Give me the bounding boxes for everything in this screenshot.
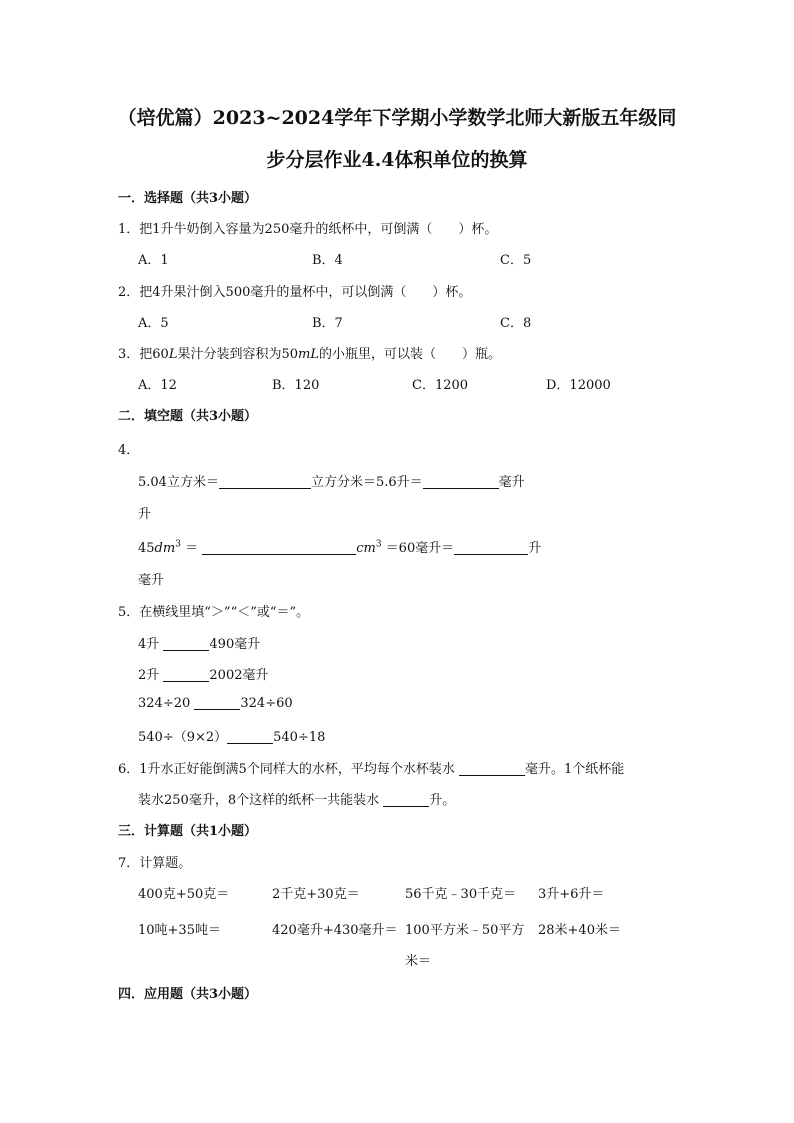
answer-blank[interactable]	[227, 729, 273, 744]
question-4-line-1: 5.04立方米＝ 立方分米＝5.6升＝ 毫升	[138, 475, 525, 490]
question-6-line-1: 6．1升水正好能倒满5个同样大的水杯，平均每个水杯装水 毫升。1个纸杯能	[118, 762, 625, 777]
calc-item-7-continued: 米＝	[405, 954, 432, 969]
calc-item-3: 56千克﹣30千克＝	[405, 887, 517, 902]
calc-item-6: 420毫升+430毫升＝	[272, 923, 398, 938]
question-5-row-4: 540÷（9×2） 540÷18	[138, 730, 326, 745]
answer-blank[interactable]	[459, 761, 525, 776]
calc-item-4: 3升+6升＝	[538, 887, 605, 902]
question-1-stem: 1．把1升牛奶倒入容量为250毫升的纸杯中，可倒满（ ）杯。	[118, 222, 498, 237]
question-2-option-a: A．5	[138, 316, 169, 331]
question-5-row-2: 2升 2002毫升	[138, 668, 269, 683]
question-7-stem: 7．计算题。	[118, 856, 192, 871]
question-3-option-b: B．120	[272, 378, 320, 393]
question-4-line-4: 毫升	[138, 573, 165, 588]
question-1-option-c: C．5	[500, 253, 532, 268]
question-3-stem: 3．把60L果汁分装到容积为50mL的小瓶里，可以装（ ）瓶。	[118, 347, 501, 362]
section-application-heading: 四．应用题（共3小题）	[118, 987, 258, 1002]
question-5-row-3: 324÷20 324÷60	[138, 696, 293, 711]
answer-blank[interactable]	[383, 792, 429, 807]
section-fill-heading: 二．填空题（共3小题）	[118, 409, 258, 424]
question-2-option-b: B．7	[312, 316, 343, 331]
question-1-option-a: A．1	[138, 253, 169, 268]
question-5-stem: 5．在横线里填“＞”“＜”或“＝”。	[118, 605, 310, 620]
question-5-row-1: 4升 490毫升	[138, 637, 261, 652]
question-4-line-3: $45dm^3 = cm^3 =60$毫升＝ 升	[138, 539, 542, 556]
calc-item-1: 400克+50克＝	[138, 887, 230, 902]
calc-item-5: 10吨+35吨＝	[138, 923, 221, 938]
answer-blank[interactable]	[163, 636, 209, 651]
answer-blank[interactable]	[219, 474, 311, 489]
section-calc-heading: 三．计算题（共1小题）	[118, 824, 258, 839]
answer-blank[interactable]	[163, 667, 209, 682]
question-2-option-c: C．8	[500, 316, 532, 331]
section-choice-heading: 一．选择题（共3小题）	[118, 191, 258, 206]
question-2-stem: 2．把4升果汁倒入500毫升的量杯中，可以倒满（ ）杯。	[118, 285, 472, 300]
question-4-line-2: 升	[138, 507, 152, 522]
answer-blank[interactable]	[202, 540, 356, 555]
question-4-number: 4．	[118, 443, 140, 458]
question-3-option-d: D．12000	[546, 378, 611, 393]
page-title-line1: （培优篇）2023~2024学年下学期小学数学北师大新版五年级同	[117, 107, 677, 129]
question-6-line-2: 装水250毫升，8个这样的纸杯一共能装水 升。	[138, 793, 456, 808]
answer-blank[interactable]	[423, 474, 499, 489]
answer-blank[interactable]	[454, 540, 528, 555]
calc-item-8: 28米+40米＝	[538, 923, 621, 938]
question-3-option-c: C．1200	[412, 378, 469, 393]
question-1-option-b: B．4	[312, 253, 343, 268]
calc-item-7: 100平方米﹣50平方	[405, 923, 525, 938]
page-title-line2: 步分层作业4.4体积单位的换算	[266, 149, 528, 171]
question-3-option-a: A．12	[138, 378, 177, 393]
answer-blank[interactable]	[194, 695, 240, 710]
calc-item-2: 2千克+30克＝	[272, 887, 360, 902]
